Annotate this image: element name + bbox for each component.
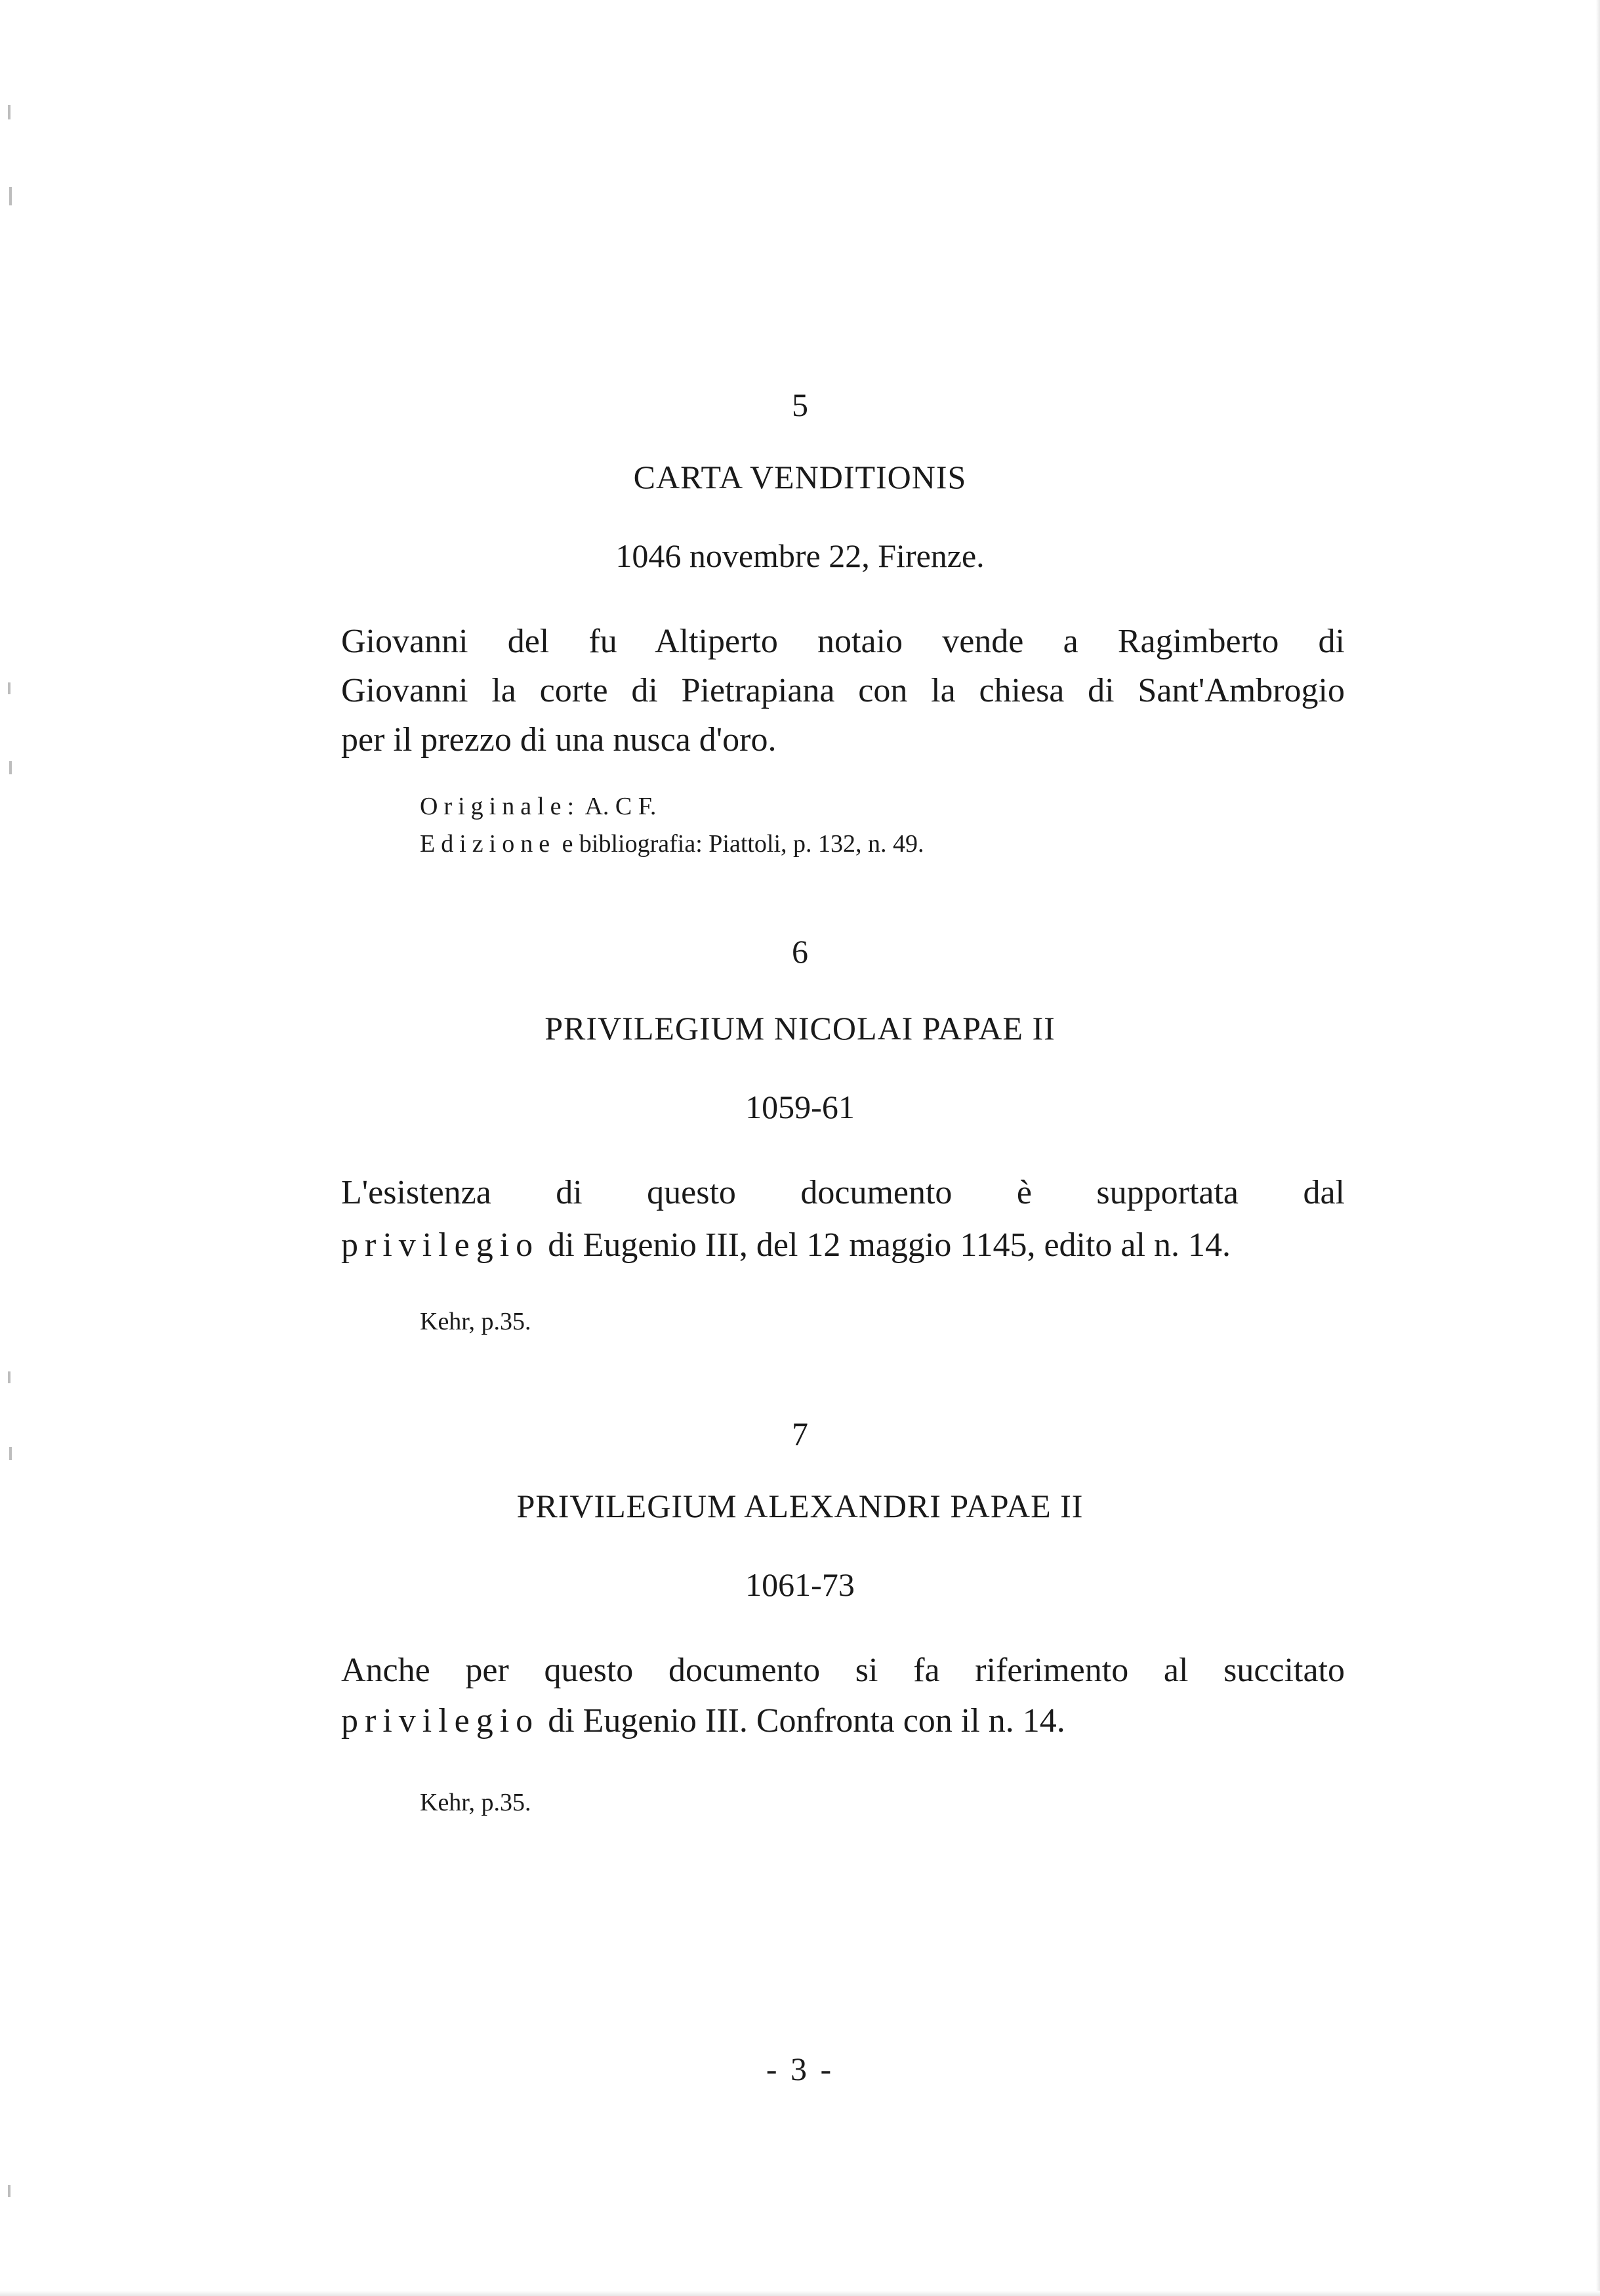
entry-6-summary-line-1: L'esistenza di questo documento è supportata dal (341, 1174, 1345, 1211)
scan-mark (8, 105, 10, 119)
entry-6-summary-line-2 (341, 1228, 1345, 1263)
entry-5-title: CARTA VENDITIONIS (633, 459, 967, 495)
edition-label: Edizione (420, 830, 556, 858)
entry-5-date: 1046 novembre 22, Firenze. (615, 537, 985, 574)
entry-5-number: 5 (792, 386, 808, 423)
entry-6-summary-line-2-rest: di Eugenio III, del 12 maggio 1145, edito al n. 14. (548, 1226, 1231, 1264)
original-label: Originale: (420, 793, 581, 820)
entry-6-date: 1059-61 (745, 1089, 855, 1125)
page-number: - 3 - (766, 2051, 834, 2087)
scan-mark (9, 187, 12, 205)
scan-mark (9, 761, 12, 774)
entry-5-summary-line-3: per il prezzo di una nusca d'oro. (341, 721, 777, 759)
page-edge-right (1596, 0, 1600, 2296)
privilegio-spaced: privilegio (341, 1226, 540, 1264)
entry-7-summary-line-2 (341, 1704, 1345, 1738)
entry-5-edition-note (420, 831, 924, 856)
entry-7-title: PRIVILEGIUM ALEXANDRI PAPAE II (516, 1488, 1084, 1524)
entry-7-date: 1061-73 (745, 1566, 855, 1603)
original-value: A. C F. (585, 793, 657, 820)
entry-6-title: PRIVILEGIUM NICOLAI PAPAE II (544, 1010, 1056, 1047)
scan-mark (8, 2185, 10, 2197)
entry-5-summary-line-2: Giovanni la corte di Pietrapiana con la chiesa di Sant'Ambrogio (341, 672, 1345, 709)
entry-7-summary-line-1: Anche per questo documento si fa riferimento al succitato (341, 1652, 1345, 1689)
scan-mark (8, 682, 10, 694)
entry-5-summary-line-1: Giovanni del fu Altiperto notaio vende a Ragimberto di (341, 623, 1345, 660)
entry-7-number: 7 (792, 1415, 808, 1452)
entry-7-summary-line-2-rest: di Eugenio III. Confronta con il n. 14. (548, 1702, 1065, 1740)
entry-6-reference: Kehr, p.35. (420, 1308, 531, 1335)
entry-6-number: 6 (792, 933, 808, 970)
page-edge-bottom (0, 2291, 1600, 2296)
scan-mark (8, 1371, 10, 1383)
privilegio-spaced: privilegio (341, 1702, 540, 1740)
entry-5-original-note (420, 794, 656, 819)
edition-value: e bibliografia: Piattoli, p. 132, n. 49. (562, 830, 924, 858)
entry-7-reference: Kehr, p.35. (420, 1789, 531, 1816)
